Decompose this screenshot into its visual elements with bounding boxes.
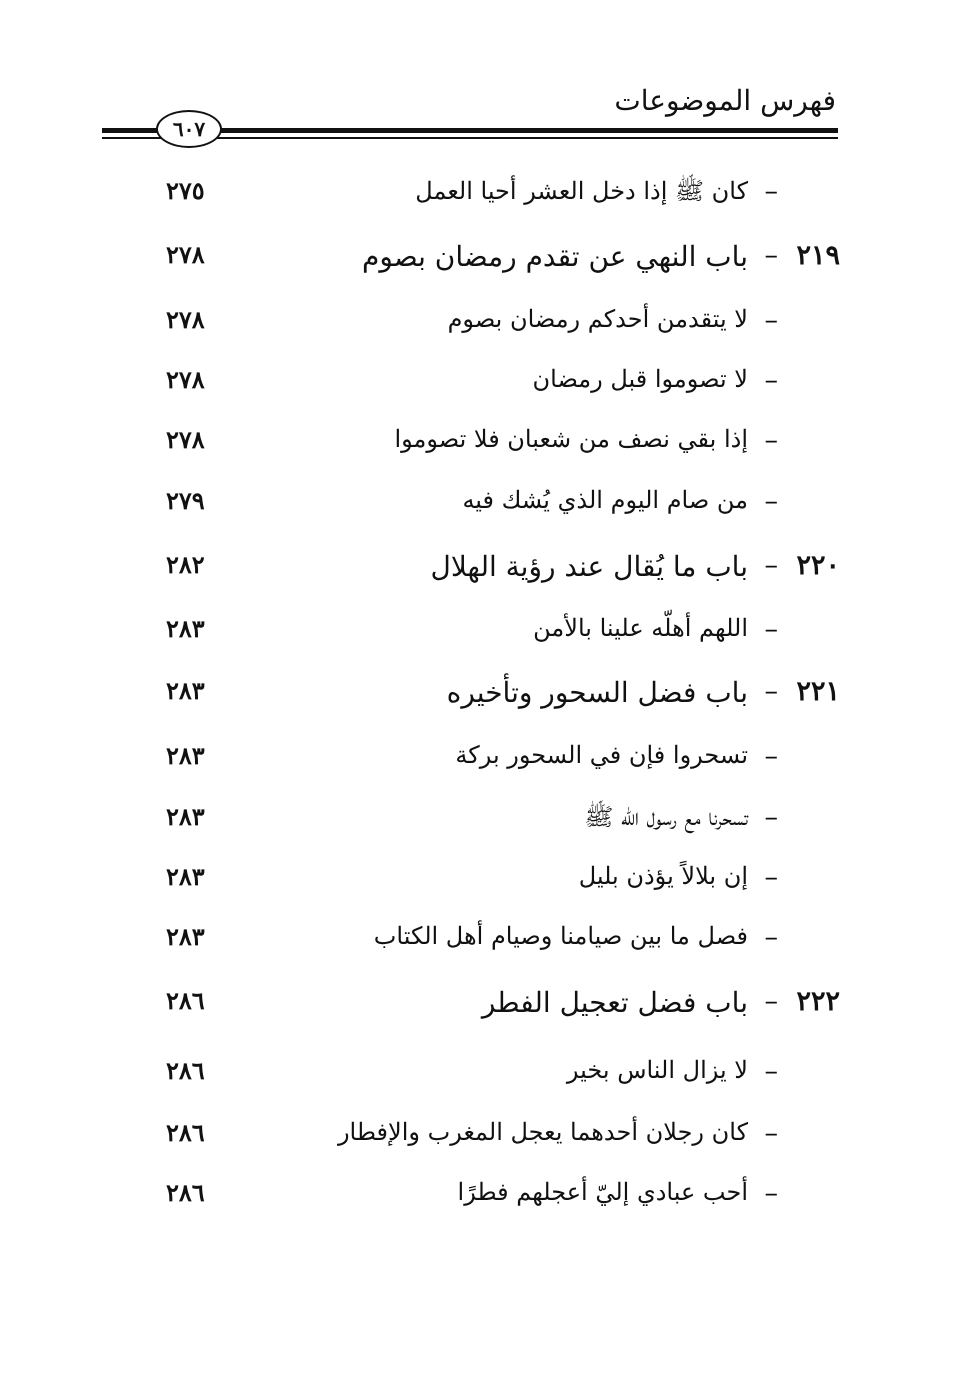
index-entry: [0, 176, 954, 226]
entry-dash: –: [764, 486, 778, 517]
entry-dash: –: [764, 176, 778, 207]
entry-title: كان رجلان أحدهما يعجل المغرب والإفطار: [337, 1118, 748, 1146]
index-entry: [0, 614, 954, 664]
index-entry: [0, 862, 954, 912]
entry-dash: –: [764, 1056, 778, 1087]
entry-page: ٢٨٣: [166, 922, 205, 951]
entry-title: إذا بقي نصف من شعبان فلا تصوموا: [394, 425, 748, 453]
entry-dash: –: [764, 1178, 778, 1209]
index-entry: [0, 1056, 954, 1106]
entry-dash: –: [764, 862, 778, 893]
entry-title: لا يتقدمن أحدكم رمضان بصوم: [447, 305, 748, 333]
entry-title: إن بلالاً يؤذن بليل: [578, 862, 748, 890]
entry-title: باب فضل تعجيل الفطر: [481, 986, 748, 1019]
entry-page: ٢٧٨: [166, 305, 205, 334]
index-entry: [0, 1118, 954, 1168]
entry-dash: –: [764, 550, 778, 581]
entry-dash: –: [764, 305, 778, 336]
entry-page: ٢٧٥: [166, 176, 205, 205]
entry-title: باب فضل السحور وتأخيره: [446, 676, 748, 709]
index-entry: [0, 741, 954, 791]
entry-page: ٢٨٣: [166, 862, 205, 891]
entry-title: باب ما يُقال عند رؤية الهلال: [430, 550, 748, 583]
entry-dash: –: [764, 1118, 778, 1149]
chapter-number: ٢٢١: [796, 676, 840, 707]
entry-title: اللهم أهلّه علينا بالأمن: [533, 614, 748, 642]
entry-dash: –: [764, 365, 778, 396]
index-entry: [0, 425, 954, 475]
entry-title: من صام اليوم الذي يُشك فيه: [462, 486, 748, 514]
entry-page: ٢٨٦: [166, 1178, 205, 1207]
index-entry: [0, 365, 954, 415]
entry-title: كان ﷺ إذا دخل العشر أحيا العمل: [415, 177, 748, 205]
entry-title: لا تصوموا قبل رمضان: [532, 365, 748, 393]
index-entry-chapter: [0, 550, 954, 600]
index-entry-chapter: [0, 986, 954, 1036]
chapter-number: ٢٢٢: [796, 986, 840, 1017]
entry-dash: –: [764, 676, 778, 707]
entry-dash: –: [764, 614, 778, 645]
entry-page: ٢٧٨: [166, 425, 205, 454]
index-entry-chapter: [0, 240, 954, 290]
entry-dash: –: [764, 425, 778, 456]
entry-title: لا يزال الناس بخير: [566, 1056, 748, 1084]
chapter-number: ٢٢٠: [796, 550, 840, 581]
entry-page: ٢٨٣: [166, 676, 205, 705]
entry-dash: –: [764, 922, 778, 953]
index-entry: [0, 1178, 954, 1228]
entry-page: ٢٨٣: [166, 802, 205, 831]
entry-dash: –: [764, 802, 778, 833]
index-entry: [0, 486, 954, 536]
entry-title: باب النهي عن تقدم رمضان بصوم: [362, 240, 748, 273]
index-entry: [0, 922, 954, 972]
entry-title: أحب عبادي إليّ أعجلهم فطرًا: [457, 1178, 748, 1206]
entry-title: تسحروا فإن في السحور بركة: [455, 741, 748, 769]
entry-page: ٢٧٨: [166, 240, 205, 269]
entry-page: ٢٨٦: [166, 1118, 205, 1147]
entry-dash: –: [764, 240, 778, 271]
entry-page: ٢٨٦: [166, 986, 205, 1015]
entry-page: ٢٨٣: [166, 741, 205, 770]
entry-title: فصل ما بين صيامنا وصيام أهل الكتاب: [373, 922, 748, 950]
entry-dash: –: [764, 741, 778, 772]
entry-page: ٢٨٢: [166, 550, 205, 579]
entry-page: ٢٧٩: [166, 486, 205, 515]
index-entry-chapter: [0, 676, 954, 726]
index-entry: [0, 305, 954, 355]
page-number-badge: ٦٠٧: [156, 110, 222, 148]
entry-title: تسحرنا مع رسول الله ﷺ: [584, 803, 748, 831]
index-entry: [0, 802, 954, 852]
page-header-title: فهرس الموضوعات: [614, 84, 836, 117]
entry-page: ٢٧٨: [166, 365, 205, 394]
chapter-number: ٢١٩: [796, 240, 840, 271]
entry-dash: –: [764, 986, 778, 1017]
entry-page: ٢٨٦: [166, 1056, 205, 1085]
entry-page: ٢٨٣: [166, 614, 205, 643]
